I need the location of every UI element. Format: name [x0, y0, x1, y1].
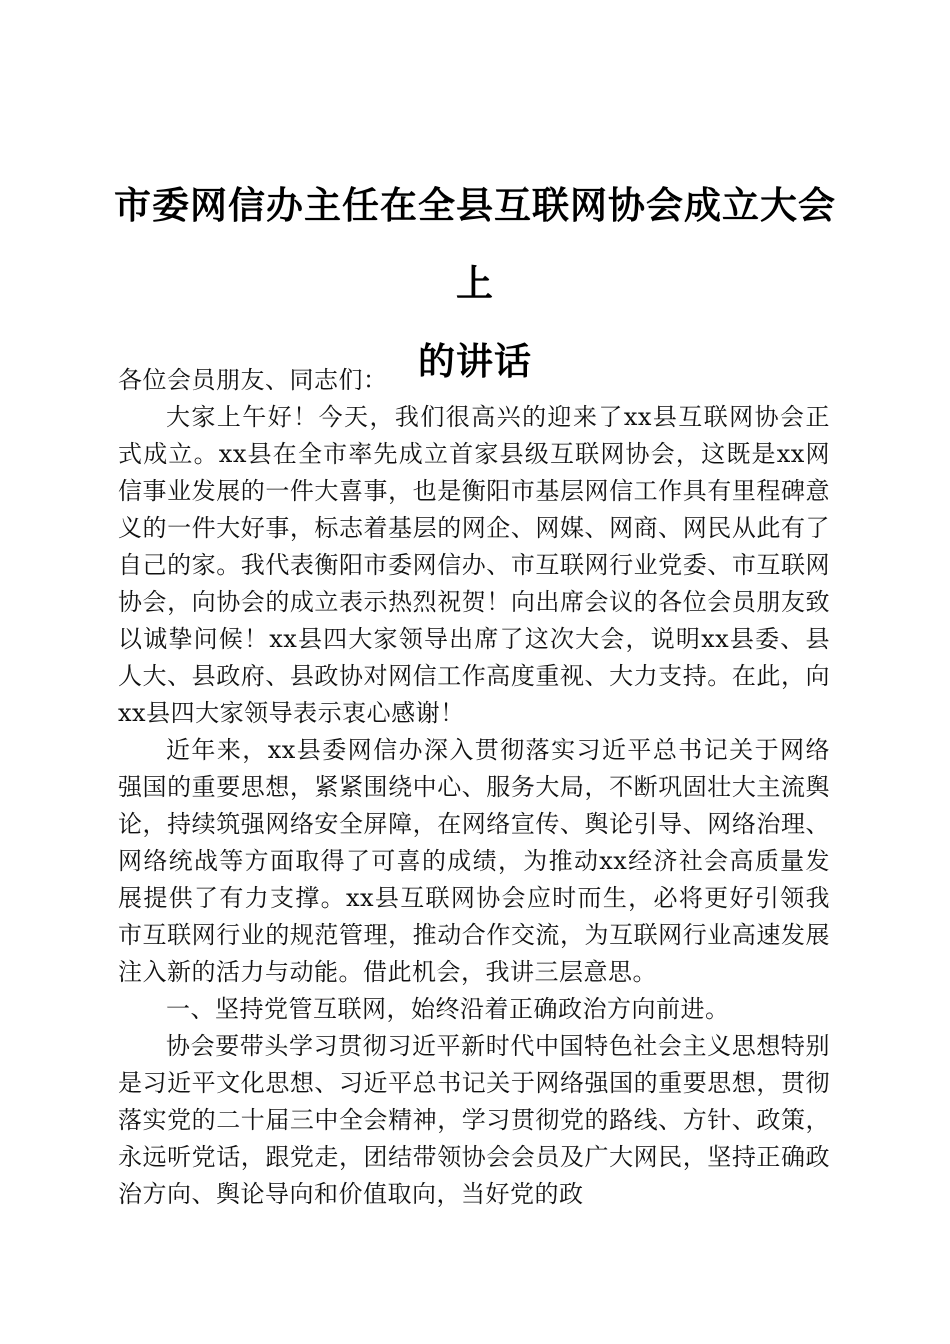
title-line-2: 的讲话	[418, 339, 532, 383]
document-body	[118, 362, 830, 1213]
paragraph-opening: 大家上午好！今天，我们很高兴的迎来了xx县互联网协会正式成立。xx县在全市率先成立首家县级互联网协会，这既是xx网信事业发展的一件大喜事，也是衡阳市基层网信工作具有里程碑意义的一件大好事，标志着基层的网企、网媒、网商、网民从此有了自己的家。我代表衡阳市委网信办、市互联网行业党委、市互联网协会，向协会的成立表示热烈祝贺！向出席会议的各位会员朋友致以诚挚问候！xx县四大家领导出席了这次大会，说明xx县委、县人大、县政府、县政协对网信工作高度重视、大力支持。在此，向xx县四大家领导表示衷心感谢！	[118, 403, 830, 727]
salutation: 各位会员朋友、同志们：	[118, 366, 388, 394]
title-line-1: 市委网信办主任在全县互联网协会成立大会上	[114, 183, 836, 305]
paragraph-section-1: 协会要带头学习贯彻习近平新时代中国特色社会主义思想特别是习近平文化思想、习近平总书记关于网络强国的重要思想，贯彻落实党的二十届三中全会精神，学习贯彻党的路线、方针、政策，永远听党话，跟党走，团结带领协会会员及广大网民，坚持正确政治方向、舆论导向和价值取向，当好党的政	[118, 1032, 830, 1208]
paragraph-background: 近年来，xx县委网信办深入贯彻落实习近平总书记关于网络强国的重要思想，紧紧围绕中心、服务大局，不断巩固壮大主流舆论，持续筑强网络安全屏障，在网络宣传、舆论引导、网络治理、网络统战等方面取得了可喜的成绩，为推动xx经济社会高质量发展提供了有力支撑。xx县互联网协会应时而生，必将更好引领我市互联网行业的规范管理，推动合作交流，为互联网行业高速发展注入新的活力与动能。借此机会，我讲三层意思。	[118, 736, 830, 986]
section-heading-1: 一、坚持党管互联网，始终沿着正确政治方向前进。	[166, 995, 730, 1023]
